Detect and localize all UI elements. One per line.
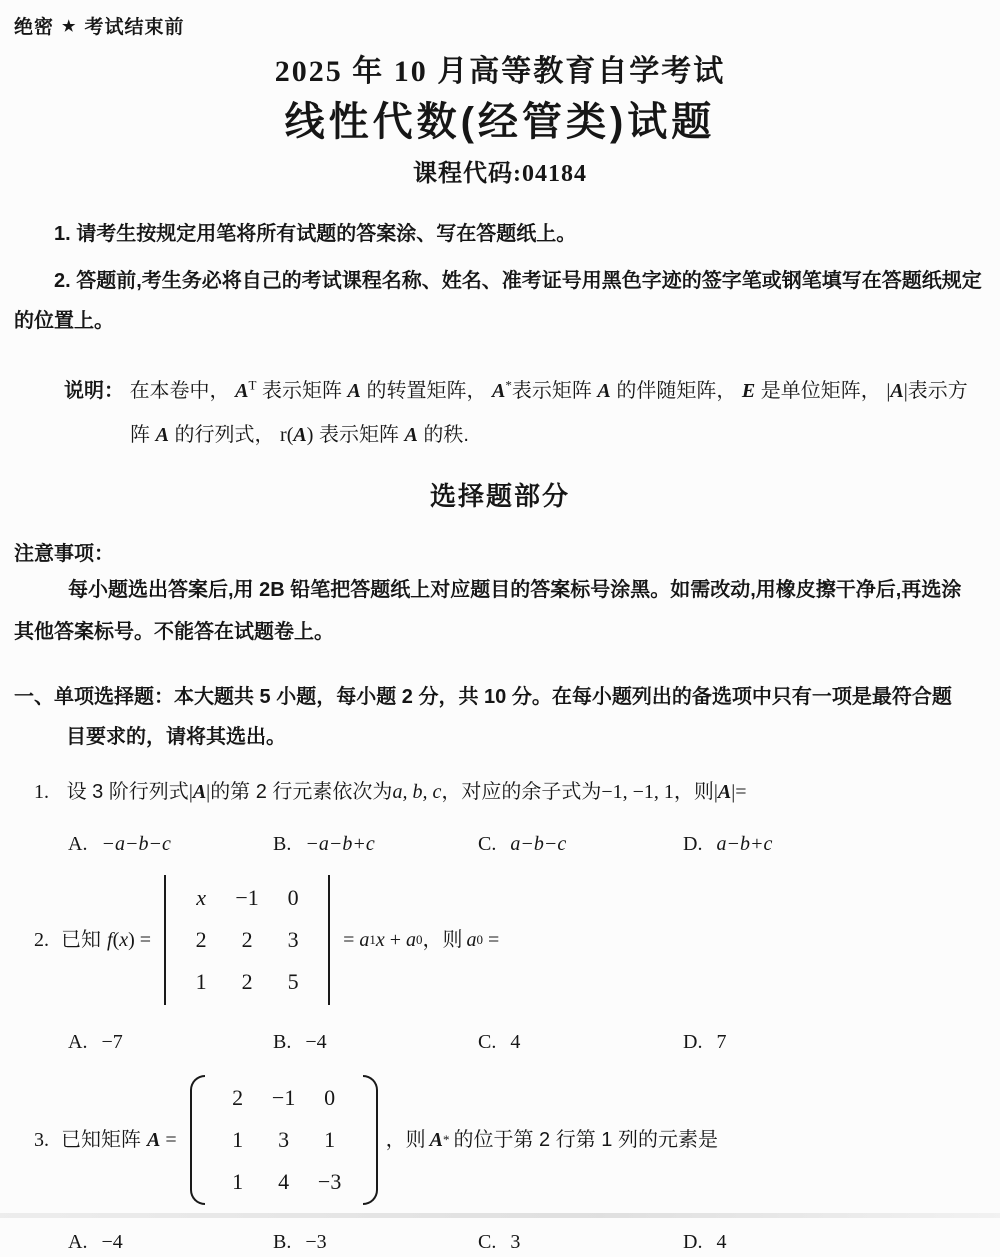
question-1-text: ，则 bbox=[673, 781, 714, 803]
option-b-label: B. bbox=[273, 1231, 292, 1253]
option-c bbox=[478, 829, 683, 859]
equals-sign: = bbox=[488, 929, 500, 951]
question-2-text: ，则 bbox=[422, 929, 463, 951]
attention-body: 每小题选出答案后,用 2B 铅笔把答题纸上对应题目的答案标号涂黑。如需改动,用橡皮擦干净后,再选涂其他答案标号。不能答在试题卷上。 bbox=[14, 579, 962, 643]
option-d bbox=[683, 1027, 888, 1057]
det-cell: x bbox=[196, 885, 206, 910]
det-bar: | bbox=[188, 781, 193, 803]
option-c-value: a−b−c bbox=[510, 833, 567, 855]
exam-session-title: 2025 年 10 月高等教育自学考试 bbox=[274, 55, 726, 88]
note-text: 在本卷中， bbox=[129, 380, 230, 402]
option-a bbox=[68, 1027, 273, 1057]
function-f-symbol: f bbox=[107, 929, 113, 951]
option-d-value: 4 bbox=[716, 1231, 727, 1253]
notice-item-2: 2. 答题前,考生务必将自己的考试课程名称、姓名、准考证号用黑色字迹的签字笔或钢笔填写在答题纸规定的位置上。 bbox=[14, 270, 982, 332]
det-cell: 0 bbox=[287, 885, 299, 910]
det-bar: | bbox=[713, 781, 718, 803]
matrix-cell: 2 bbox=[232, 1085, 244, 1110]
question-3-text: ，则 bbox=[385, 1129, 426, 1151]
note-text: 的转置矩阵， bbox=[366, 380, 487, 402]
right-paren: ) bbox=[306, 424, 314, 446]
det-cell: 1 bbox=[195, 969, 207, 994]
identity-E-symbol: E bbox=[741, 380, 756, 402]
equals-sign: = bbox=[139, 929, 152, 951]
matrix-A-symbol: A bbox=[293, 424, 307, 446]
option-d bbox=[683, 829, 888, 859]
option-d bbox=[683, 1227, 888, 1257]
note-text: 表示矩阵 bbox=[318, 424, 399, 446]
option-a-label: A. bbox=[68, 1031, 88, 1053]
option-d-value: 7 bbox=[716, 1031, 727, 1053]
matrix-cell: −1 bbox=[271, 1085, 296, 1110]
option-b-label: B. bbox=[273, 1031, 292, 1053]
plus-sign: + bbox=[389, 929, 402, 951]
variable-x: x bbox=[119, 929, 129, 951]
note-label: 说明： bbox=[64, 380, 124, 402]
section-title: 选择题部分 bbox=[429, 481, 570, 511]
matrix-A-symbol: A bbox=[235, 380, 249, 402]
det-cell: 2 bbox=[241, 927, 253, 952]
right-paren-shape bbox=[363, 1075, 378, 1205]
option-b-value: −4 bbox=[305, 1031, 327, 1053]
matrix-A-symbol: A bbox=[890, 380, 904, 402]
det-cell: 2 bbox=[195, 927, 207, 952]
matrix-A-symbol: A bbox=[429, 1129, 443, 1151]
row-entries: a, b, c bbox=[392, 781, 442, 803]
question-1-text: 设 3 阶行列式 bbox=[66, 781, 189, 803]
option-b bbox=[273, 1027, 478, 1057]
det-bar: | bbox=[903, 380, 908, 402]
det-bar: | bbox=[206, 781, 211, 803]
equals-sign: = bbox=[343, 929, 355, 951]
option-d-label: D. bbox=[683, 1031, 703, 1053]
rank-symbol: r bbox=[280, 424, 287, 446]
det-bar: | bbox=[731, 781, 736, 803]
option-c bbox=[478, 1227, 683, 1257]
matrix-cell: −3 bbox=[317, 1169, 342, 1194]
variable-x: x bbox=[375, 929, 385, 951]
option-a-label: A. bbox=[68, 1231, 88, 1253]
option-a bbox=[68, 829, 273, 859]
det-cell: 5 bbox=[287, 969, 299, 994]
left-paren: ( bbox=[286, 424, 294, 446]
question-1-text: 的第 2 行元素依次为 bbox=[210, 781, 393, 803]
exam-subject-title: 线性代数(经管类)试题 bbox=[284, 100, 716, 144]
question-2: 2. 已知 f ( x ) = x −1 0 2 2 3 1 2 5 = a 1 x + a 0 ，则 a 0 = bbox=[34, 875, 986, 1005]
option-a-value: −a−b−c bbox=[101, 833, 171, 855]
question-3: 3. 已知矩阵 A = 2 −1 0 1 3 1 1 4 −3 ，则 A * 的位于第 2 行第 1 列的元素是 bbox=[34, 1075, 986, 1205]
option-c-value: 4 bbox=[510, 1031, 521, 1053]
classification-note: 考试结束前 bbox=[84, 17, 185, 38]
matrix-cell: 4 bbox=[278, 1169, 290, 1194]
matrix-grid bbox=[205, 1075, 363, 1205]
classification-line bbox=[14, 12, 986, 39]
equals-sign: = bbox=[735, 781, 747, 803]
matrix-A-symbol: A bbox=[192, 781, 207, 803]
question-3-number: 3. bbox=[34, 1129, 49, 1151]
part1-heading bbox=[14, 677, 966, 757]
coefficient-a0: a bbox=[406, 929, 417, 951]
option-b-label: B. bbox=[273, 833, 292, 855]
option-c-value: 3 bbox=[510, 1231, 521, 1253]
option-d-value: a−b+c bbox=[716, 833, 773, 855]
question-2-text: 已知 bbox=[61, 929, 101, 951]
left-paren-shape bbox=[190, 1075, 205, 1205]
note-text: 的伴随矩阵， bbox=[616, 380, 737, 402]
matrix-A-symbol: A bbox=[347, 380, 361, 402]
part1-text: 本大题共 5 小题，每小题 2 分，共 10 分。在每小题列出的备选项中只有一项是最符合题目要求的，请将其选出。 bbox=[66, 686, 952, 748]
matrix-A-symbol: A bbox=[717, 781, 732, 803]
option-a-label: A. bbox=[68, 833, 88, 855]
matrix-A-symbol: A bbox=[492, 380, 506, 402]
note-text: 表示方阵 bbox=[130, 380, 968, 446]
question-2-options bbox=[68, 1027, 986, 1057]
notation-note bbox=[64, 369, 986, 457]
option-b-value: −3 bbox=[305, 1231, 327, 1253]
scan-edge-artifact bbox=[0, 1213, 1000, 1218]
option-d-label: D. bbox=[683, 833, 703, 855]
question-1-options bbox=[68, 829, 986, 859]
option-c-label: C. bbox=[478, 1231, 497, 1253]
matrix-cell: 0 bbox=[324, 1085, 336, 1110]
adjugate-superscript: * bbox=[505, 377, 512, 393]
option-b bbox=[273, 829, 478, 859]
det-cell: 2 bbox=[241, 969, 253, 994]
question-1 bbox=[34, 777, 986, 807]
matrix-A-symbol: A bbox=[147, 1129, 161, 1151]
option-a bbox=[68, 1227, 273, 1257]
question-2-number: 2. bbox=[34, 929, 49, 951]
coefficient-a0: a bbox=[466, 929, 477, 951]
matrix-cell: 3 bbox=[278, 1127, 290, 1152]
question-3-text: 已知矩阵 bbox=[61, 1129, 141, 1151]
determinant-grid bbox=[178, 883, 316, 997]
option-d-label: D. bbox=[683, 1231, 703, 1253]
option-c bbox=[478, 1027, 683, 1057]
question-1-text: ，对应的余子式为 bbox=[441, 781, 602, 803]
attention-label: 注意事项： bbox=[14, 543, 114, 565]
coefficient-a1: a bbox=[359, 929, 370, 951]
det-cell: −1 bbox=[235, 885, 259, 910]
note-text: 表示矩阵 bbox=[511, 380, 592, 402]
cofactor-values: −1, −1, 1 bbox=[601, 781, 674, 803]
matrix-3x3 bbox=[190, 1075, 378, 1205]
matrix-cell: 1 bbox=[324, 1127, 336, 1152]
matrix-cell: 1 bbox=[232, 1169, 244, 1194]
matrix-A-symbol: A bbox=[155, 424, 169, 446]
question-3-text: 的位于第 2 行第 1 列的元素是 bbox=[453, 1129, 718, 1151]
det-bar: | bbox=[886, 380, 891, 402]
transpose-superscript: T bbox=[248, 377, 257, 393]
matrix-cell: 1 bbox=[232, 1127, 244, 1152]
option-a-value: −7 bbox=[101, 1031, 123, 1053]
star-icon: ★ bbox=[62, 17, 77, 35]
option-c-label: C. bbox=[478, 833, 497, 855]
note-text: 表示矩阵 bbox=[261, 380, 342, 402]
matrix-A-symbol: A bbox=[597, 380, 611, 402]
equals-sign: = bbox=[165, 1129, 177, 1151]
part1-label: 一、单项选择题： bbox=[14, 686, 174, 708]
matrix-A-symbol: A bbox=[404, 424, 418, 446]
note-text: 的行列式， bbox=[174, 424, 275, 446]
option-b-value: −a−b+c bbox=[305, 833, 375, 855]
right-paren: ) bbox=[128, 929, 135, 951]
option-c-label: C. bbox=[478, 1031, 497, 1053]
note-text: 是单位矩阵， bbox=[760, 380, 881, 402]
question-3-options bbox=[68, 1227, 986, 1257]
left-paren: ( bbox=[112, 929, 120, 951]
question-1-number: 1. bbox=[34, 781, 49, 803]
determinant-3x3 bbox=[164, 875, 330, 1005]
note-text: 的秩. bbox=[423, 424, 469, 446]
option-b bbox=[273, 1227, 478, 1257]
notice-item-1: 1. 请考生按规定用笔将所有试题的答案涂、写在答题纸上。 bbox=[54, 223, 577, 245]
classification-level: 绝密 bbox=[14, 17, 55, 38]
course-code: 课程代码:04184 bbox=[413, 161, 587, 187]
det-cell: 3 bbox=[287, 927, 299, 952]
option-a-value: −4 bbox=[101, 1231, 123, 1253]
